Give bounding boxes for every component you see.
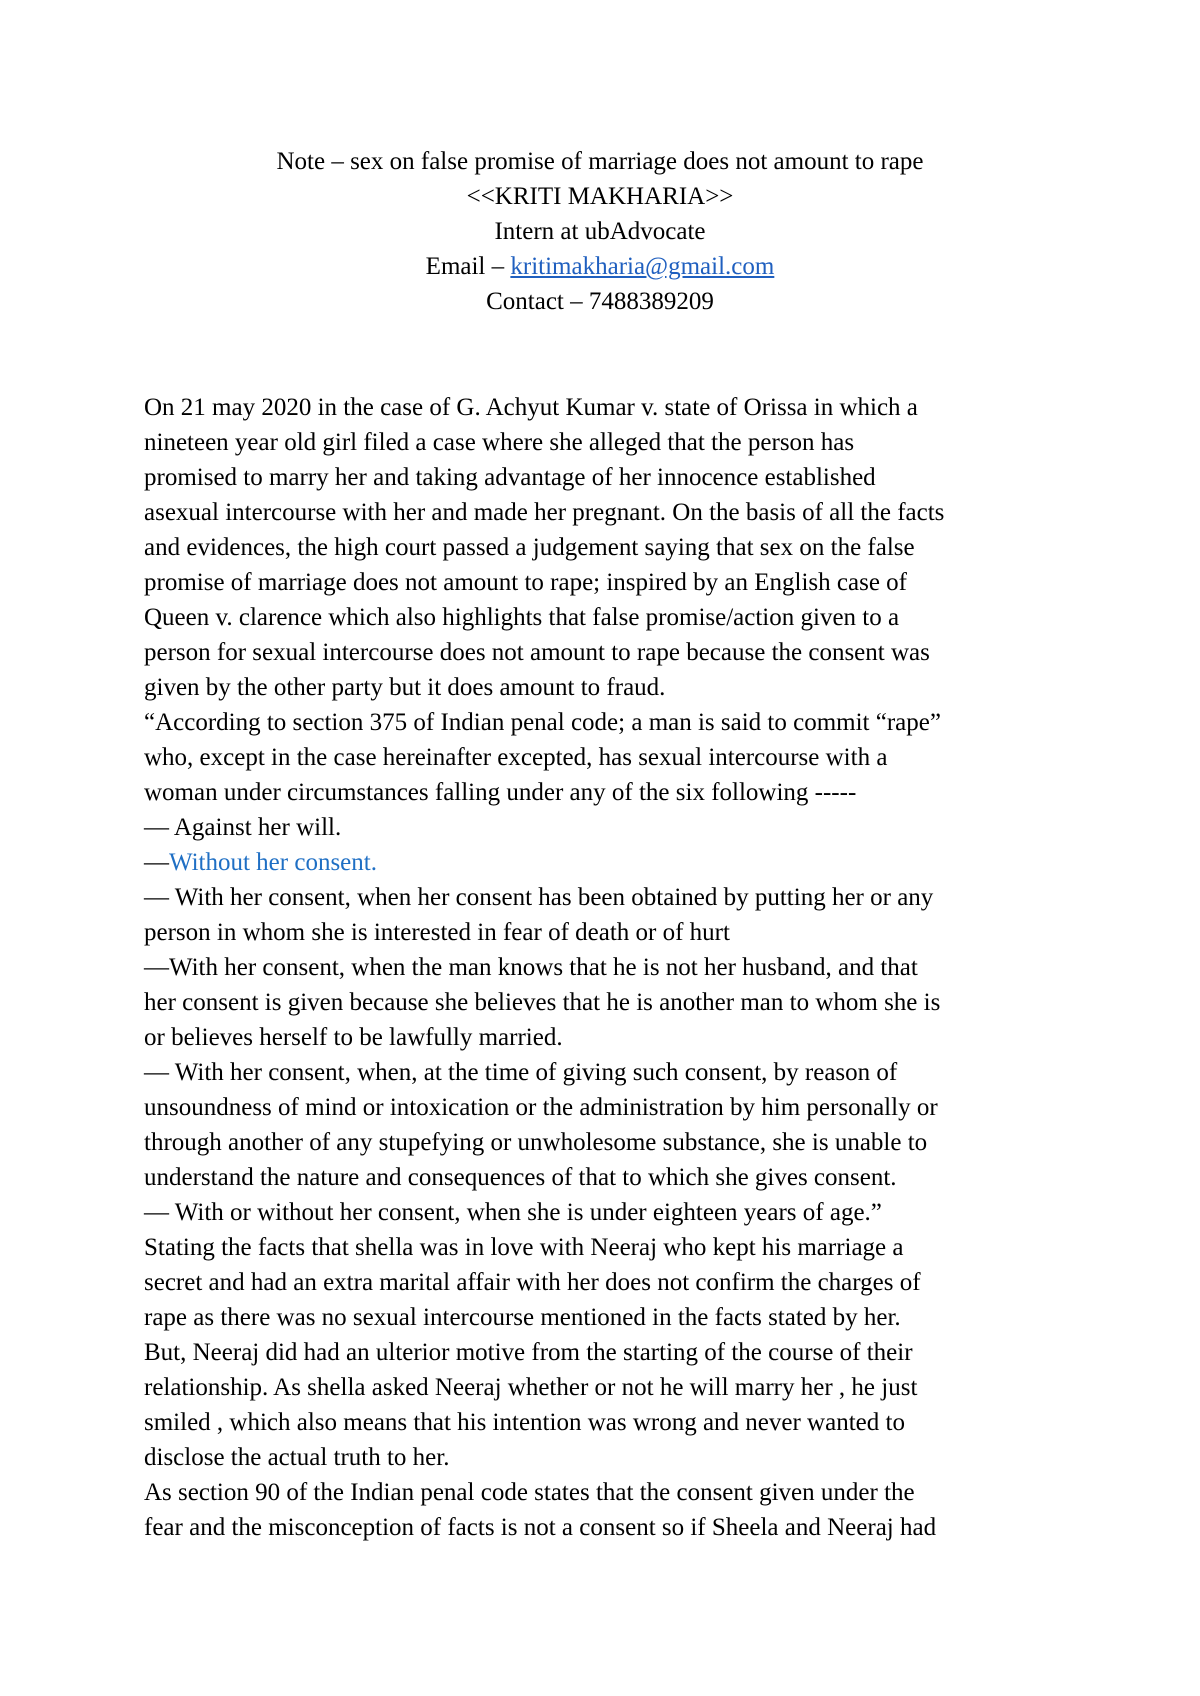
- contact-line: Contact – 7488389209: [486, 288, 714, 315]
- body-line: On 21 may 2020 in the case of G. Achyut Kumar v. state of Orissa in which a: [144, 394, 918, 421]
- email-link[interactable]: kritimakharia@gmail.com: [510, 253, 775, 280]
- highlighted-text: Without her consent.: [169, 849, 377, 876]
- body-line: person for sexual intercourse does not amount to rape because the consent was: [144, 639, 930, 666]
- document-body: [144, 390, 1060, 1545]
- body-line: who, except in the case hereinafter excepted, has sexual intercourse with a: [144, 744, 888, 771]
- body-line: unsoundness of mind or intoxication or the administration by him personally or: [144, 1094, 938, 1121]
- body-line-highlighted: [144, 845, 1060, 880]
- body-line: — With her consent, when her consent has been obtained by putting her or any: [144, 884, 934, 911]
- body-line: nineteen year old girl filed a case where she alleged that the person has: [144, 429, 855, 456]
- body-line: rape as there was no sexual intercourse mentioned in the facts stated by her.: [144, 1304, 901, 1331]
- body-line: But, Neeraj did had an ulterior motive from the starting of the course of their: [144, 1339, 913, 1366]
- body-line: promised to marry her and taking advantage of her innocence established: [144, 464, 876, 491]
- body-line: Queen v. clarence which also highlights that false promise/action given to a: [144, 604, 900, 631]
- body-line: As section 90 of the Indian penal code states that the consent given under the: [144, 1479, 915, 1506]
- body-line: —With her consent, when the man knows that he is not her husband, and that: [144, 954, 918, 981]
- body-line: or believes herself to be lawfully married.: [144, 1024, 563, 1051]
- body-line: promise of marriage does not amount to rape; inspired by an English case of: [144, 569, 907, 596]
- body-line: relationship. As shella asked Neeraj whether or not he will marry her , he just: [144, 1374, 918, 1401]
- email-line: [0, 249, 1200, 284]
- body-line: — With or without her consent, when she is under eighteen years of age.”: [144, 1199, 882, 1226]
- body-line: given by the other party but it does amount to fraud.: [144, 674, 666, 701]
- dash-prefix: —: [144, 849, 169, 876]
- body-line: her consent is given because she believes that he is another man to whom she is: [144, 989, 941, 1016]
- body-line: fear and the misconception of facts is not a consent so if Sheela and Neeraj had: [144, 1514, 937, 1541]
- body-line: smiled , which also means that his intention was wrong and never wanted to: [144, 1409, 905, 1436]
- author-role: Intern at ubAdvocate: [494, 218, 706, 245]
- body-line: — With her consent, when, at the time of giving such consent, by reason of: [144, 1059, 898, 1086]
- document-header: [0, 144, 1200, 319]
- body-line: woman under circumstances falling under any of the six following -----: [144, 779, 857, 806]
- body-line: “According to section 375 of Indian penal code; a man is said to commit “rape”: [144, 709, 941, 736]
- email-label: Email –: [425, 253, 511, 280]
- body-line: disclose the actual truth to her.: [144, 1444, 450, 1471]
- body-line: through another of any stupefying or unwholesome substance, she is unable to: [144, 1129, 928, 1156]
- body-line: Stating the facts that shella was in love with Neeraj who kept his marriage a: [144, 1234, 904, 1261]
- body-line: understand the nature and consequences of that to which she gives consent.: [144, 1164, 897, 1191]
- body-line: secret and had an extra marital affair with her does not confirm the charges of: [144, 1269, 921, 1296]
- body-line: and evidences, the high court passed a judgement saying that sex on the false: [144, 534, 915, 561]
- body-line: person in whom she is interested in fear of death or of hurt: [144, 919, 730, 946]
- body-line: asexual intercourse with her and made her pregnant. On the basis of all the facts: [144, 499, 945, 526]
- body-line: — Against her will.: [144, 814, 342, 841]
- document-title: Note – sex on false promise of marriage does not amount to rape: [276, 148, 924, 175]
- author-name: <<KRITI MAKHARIA>>: [466, 183, 734, 210]
